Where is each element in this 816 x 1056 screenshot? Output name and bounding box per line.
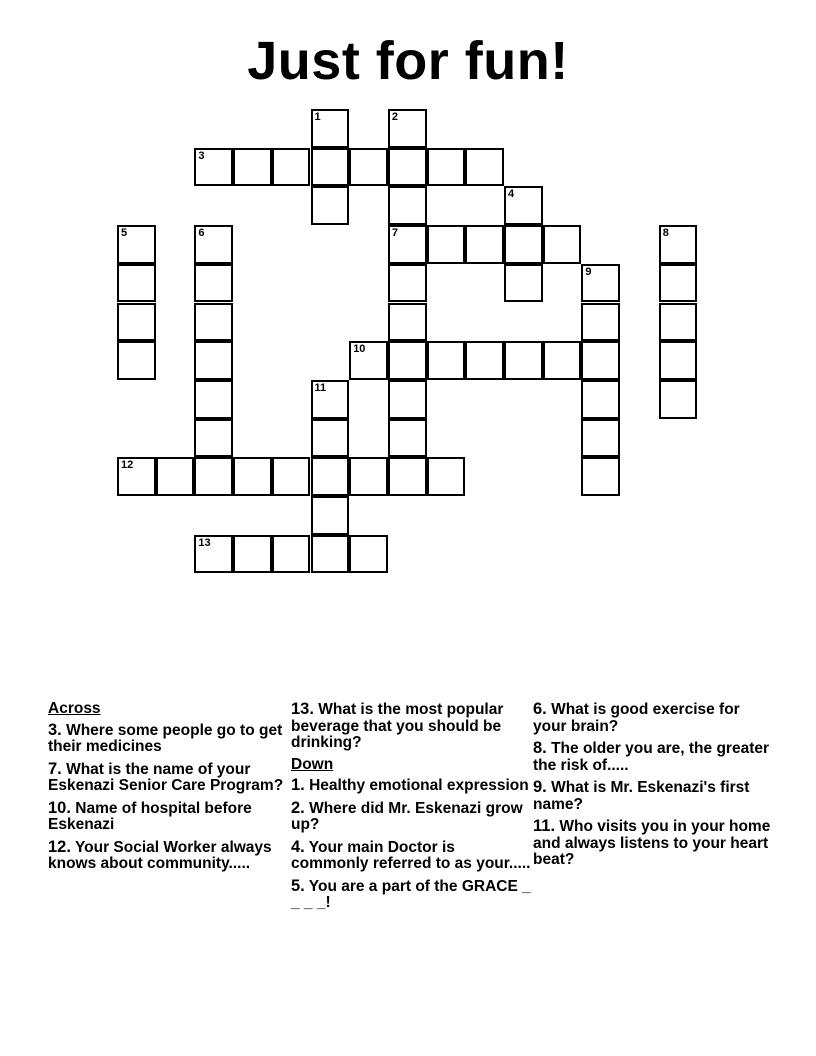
grid-cell[interactable] bbox=[388, 380, 427, 419]
cell-number: 12 bbox=[121, 459, 134, 472]
grid-cell[interactable] bbox=[349, 148, 388, 187]
grid-cell[interactable] bbox=[543, 225, 582, 264]
grid-cell[interactable] bbox=[194, 148, 233, 187]
grid-cell[interactable] bbox=[388, 341, 427, 380]
grid-cell[interactable] bbox=[117, 225, 156, 264]
grid-cell[interactable] bbox=[388, 457, 427, 496]
grid-cell[interactable] bbox=[117, 264, 156, 303]
grid-cell[interactable] bbox=[272, 535, 311, 574]
grid-cell[interactable] bbox=[194, 225, 233, 264]
grid-cell[interactable] bbox=[388, 109, 427, 148]
grid-cell[interactable] bbox=[311, 186, 350, 225]
grid-cell[interactable] bbox=[233, 535, 272, 574]
down-heading: Down bbox=[291, 755, 334, 773]
clue-down-11: 11. Who visits you in your home and always listens to your heart beat? bbox=[533, 817, 771, 868]
grid-cell[interactable] bbox=[659, 225, 698, 264]
grid-cell[interactable] bbox=[427, 457, 466, 496]
grid-cell[interactable] bbox=[388, 264, 427, 303]
grid-cell[interactable] bbox=[465, 225, 504, 264]
grid-cell[interactable] bbox=[194, 380, 233, 419]
cell-number: 7 bbox=[391, 227, 399, 240]
clues-column-3 bbox=[533, 701, 773, 874]
grid-cell[interactable] bbox=[659, 264, 698, 303]
clue-across-10: 10. Name of hospital before Eskenazi bbox=[48, 798, 252, 833]
page-title: Just for fun! bbox=[247, 31, 569, 91]
grid-cell[interactable] bbox=[117, 457, 156, 496]
grid-cell[interactable] bbox=[311, 535, 350, 574]
grid-cell[interactable] bbox=[581, 264, 620, 303]
grid-cell[interactable] bbox=[349, 535, 388, 574]
grid-cell[interactable] bbox=[194, 535, 233, 574]
grid-cell[interactable] bbox=[504, 264, 543, 303]
grid-cell[interactable] bbox=[465, 148, 504, 187]
grid-cell[interactable] bbox=[311, 457, 350, 496]
clue-down-2: 2. Where did Mr. Eskenazi grow up? bbox=[291, 798, 523, 833]
cell-number: 9 bbox=[585, 265, 592, 278]
grid-cell[interactable] bbox=[272, 148, 311, 187]
grid-cell[interactable] bbox=[504, 186, 543, 225]
cell-number: 11 bbox=[314, 381, 327, 394]
grid-cell[interactable] bbox=[233, 148, 272, 187]
cell-number: 5 bbox=[121, 227, 128, 240]
grid-cell[interactable] bbox=[659, 380, 698, 419]
cell-number: 4 bbox=[508, 188, 515, 201]
grid-cell[interactable] bbox=[349, 457, 388, 496]
grid-cell[interactable] bbox=[388, 186, 427, 225]
grid-cell[interactable] bbox=[543, 341, 582, 380]
grid-cell[interactable] bbox=[581, 457, 620, 496]
clue-across-12: 12. Your Social Worker always knows about community..... bbox=[48, 837, 272, 872]
grid-cell[interactable] bbox=[427, 341, 466, 380]
clue-down-6: 6. What is good exercise for your brain? bbox=[533, 700, 740, 735]
grid-cell[interactable] bbox=[117, 303, 156, 342]
grid-cell[interactable] bbox=[311, 109, 350, 148]
grid-cell[interactable] bbox=[581, 419, 620, 458]
cell-number: 13 bbox=[198, 536, 211, 549]
grid-cell[interactable] bbox=[504, 225, 543, 264]
grid-cell[interactable] bbox=[194, 457, 233, 496]
cell-number: 1 bbox=[314, 111, 321, 123]
grid-cell[interactable] bbox=[388, 225, 427, 264]
cell-number: 6 bbox=[198, 227, 205, 240]
grid-cell[interactable] bbox=[388, 303, 427, 342]
clue-down-5: 5. You are a part of the GRACE _ _ _ _! bbox=[291, 876, 531, 911]
grid-cell[interactable] bbox=[156, 457, 195, 496]
grid-cell[interactable] bbox=[427, 148, 466, 187]
clues-column-2 bbox=[291, 701, 531, 917]
grid-cell[interactable] bbox=[659, 303, 698, 342]
clue-down-8: 8. The older you are, the greater the risk of..... bbox=[533, 739, 770, 774]
grid-cell[interactable] bbox=[581, 380, 620, 419]
grid-cell[interactable] bbox=[504, 341, 543, 380]
grid-cell[interactable] bbox=[311, 496, 350, 535]
grid-cell[interactable] bbox=[349, 341, 388, 380]
cell-number: 8 bbox=[662, 227, 669, 240]
grid-cell[interactable] bbox=[581, 341, 620, 380]
cell-number: 10 bbox=[353, 343, 366, 356]
grid-cell[interactable] bbox=[465, 341, 504, 380]
grid-cell[interactable] bbox=[388, 419, 427, 458]
grid-cell[interactable] bbox=[427, 225, 466, 264]
grid-cell[interactable] bbox=[194, 341, 233, 380]
cell-number: 3 bbox=[198, 149, 205, 162]
grid-cell[interactable] bbox=[311, 419, 350, 458]
clue-down-1: 1. Healthy emotional expression bbox=[291, 776, 529, 794]
clue-down-9: 9. What is Mr. Eskenazi's first name? bbox=[533, 778, 750, 813]
clue-down-4: 4. Your main Doctor is commonly referred to as your..... bbox=[291, 837, 531, 872]
grid-cell[interactable] bbox=[272, 457, 311, 496]
grid-cell[interactable] bbox=[117, 341, 156, 380]
grid-cell[interactable] bbox=[581, 303, 620, 342]
grid-cell[interactable] bbox=[194, 419, 233, 458]
grid-cell[interactable] bbox=[311, 148, 350, 187]
grid-cell[interactable] bbox=[194, 264, 233, 303]
clues-column-1 bbox=[48, 701, 288, 878]
grid-cell[interactable] bbox=[659, 341, 698, 380]
clue-across-7: 7. What is the name of your Eskenazi Senior Care Program? bbox=[48, 759, 284, 794]
grid-cell[interactable] bbox=[194, 303, 233, 342]
grid-cell[interactable] bbox=[388, 148, 427, 187]
clue-across-13: 13. What is the most popular beverage that you should be drinking? bbox=[291, 700, 504, 751]
grid-cell[interactable] bbox=[311, 380, 350, 419]
grid-cell[interactable] bbox=[233, 457, 272, 496]
across-heading: Across bbox=[48, 700, 101, 717]
cell-number: 2 bbox=[391, 111, 399, 123]
clue-across-3: 3. Where some people go to get their medicines bbox=[48, 720, 283, 755]
